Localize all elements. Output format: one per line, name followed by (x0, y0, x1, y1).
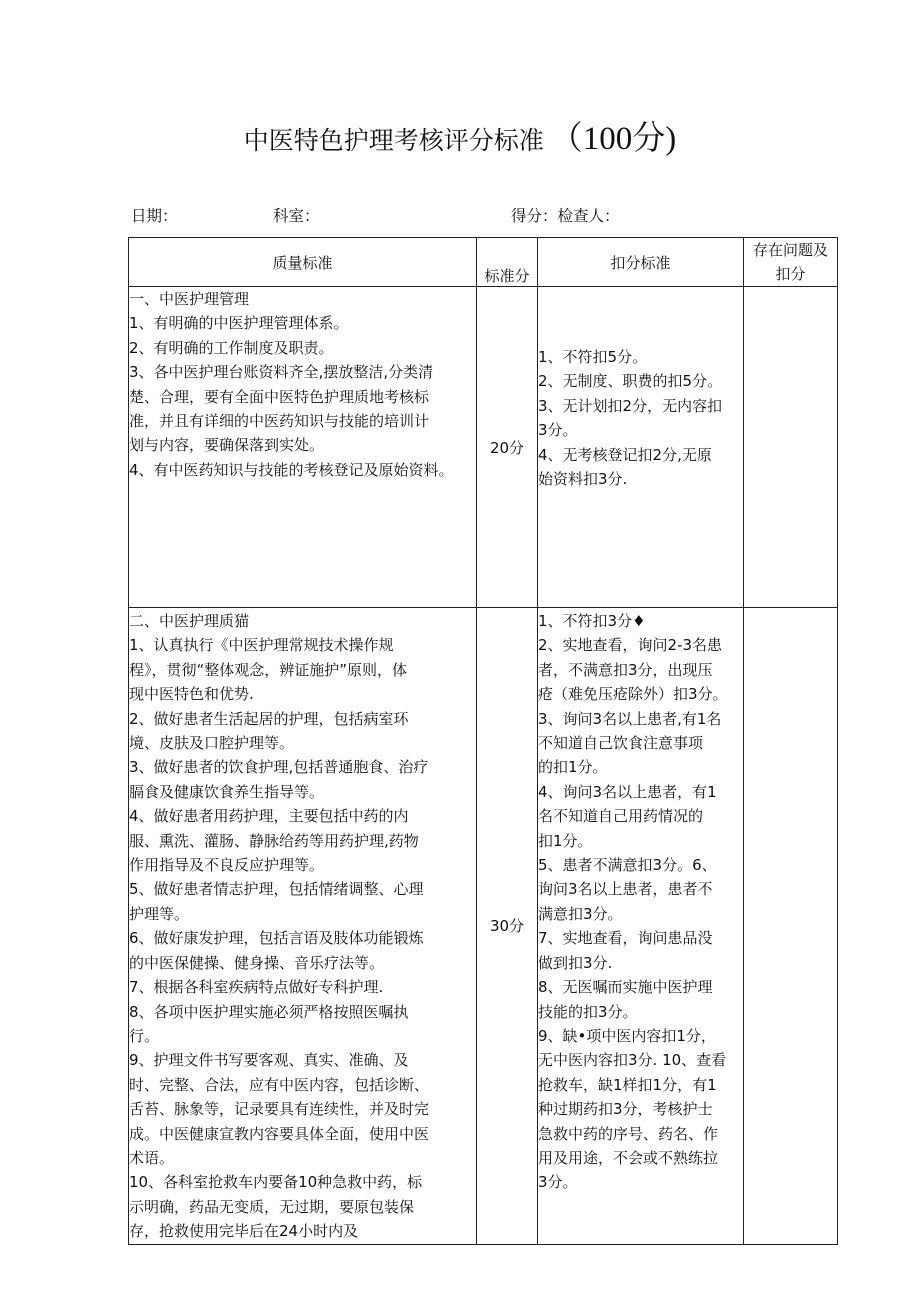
quality-line: 3、各中医护理台账资料齐全,摆放整洁,分类清 (129, 363, 434, 382)
deduction-line: 4、询问3名以上患者，有1 (538, 782, 717, 801)
score-inspector-label: 得分：检查人： (511, 207, 620, 225)
header-quality-standard: 质量标准 (129, 238, 477, 287)
table-row (129, 287, 838, 608)
quality-line: 成。中医健康宣教内容要具体全面，使用中医 (129, 1124, 430, 1143)
title-main: 中医特色护理考核评分标准 (243, 126, 544, 155)
deduction-line: 抢救车，缺1样扣1分，有1 (538, 1075, 717, 1094)
quality-line: 8、各项中医护理实施必须严格按照医嘱执 (129, 1002, 409, 1021)
quality-line: 4、有中医药知识与技能的考核登记及原始资料。 (129, 460, 454, 479)
quality-line: 行。 (129, 1026, 160, 1045)
deduction-line: 满意扣3分。 (538, 904, 623, 923)
deduction-line: 急救中药的序号、药名、作 (538, 1124, 719, 1143)
header-issues (744, 238, 838, 287)
deduction-line: 7、实地查看，询问患品没 (538, 929, 713, 948)
quality-line: 1、有明确的中医护理管理体系。 (129, 314, 349, 333)
standard-points-cell: 30分 (477, 608, 538, 1245)
quality-line: 3、做好患者的饮食护理,包括普通胞食、治疗 (129, 758, 429, 777)
quality-line: 的中医保健操、健身操、音乐疗法等。 (129, 953, 385, 972)
quality-line: 术语。 (129, 1148, 175, 1167)
header-standard-points: 标准分 (477, 238, 538, 287)
quality-line: 时、完整、合法，应有中医内容，包括诊断、 (129, 1075, 430, 1094)
deduction-cell (538, 287, 744, 608)
quality-content-cell (129, 287, 477, 608)
evaluation-table (128, 237, 838, 1245)
deduction-line: 2、实地查看，询问2-3名患 (538, 636, 723, 655)
page-title (0, 112, 920, 159)
header-deduction-standard: 扣分标准 (538, 238, 744, 287)
quality-line: 1、认真执行《中医护理常规技术操作规 (129, 636, 394, 655)
deduction-line: 的扣1分。 (538, 758, 608, 777)
quality-line: 存，抢救使用完毕后在24小时内及 (129, 1222, 359, 1241)
deduction-line: 做到扣3分. (538, 953, 613, 972)
header-issues-line2: 扣分 (775, 265, 806, 283)
deduction-line: 用及用途，不会或不熟练拉 (538, 1148, 719, 1167)
quality-line: 舌苔、脉象等，记录要具有连续性，并及时完 (129, 1100, 430, 1119)
quality-line: 准，并且有详细的中医药知识与技能的培训计 (129, 412, 430, 431)
quality-line: 9、护理文件书写要客观、真实、准确、及 (129, 1051, 409, 1070)
quality-line: 程》，贯彻“整体观念，辨证施护”原则，体 (129, 660, 408, 679)
quality-content-cell (129, 608, 477, 1245)
title-total-score: （100分) (549, 121, 677, 157)
deduction-line: 3分。 (538, 421, 578, 440)
deduction-line: 疮（难免压疮除外）扣3分。 (538, 685, 728, 704)
deduction-line: 扣1分。 (538, 831, 593, 850)
deduction-line: 询问3名以上患者，患者不 (538, 880, 713, 899)
quality-line: 护理等。 (129, 904, 190, 923)
quality-line: 2、有明确的工作制度及职责。 (129, 338, 334, 357)
standard-points-cell: 20分 (477, 287, 538, 608)
quality-line: 2、做好患者生活起居的护理，包括病室环 (129, 709, 409, 728)
quality-line: 楚、合理，要有全面中医特色护理质地考核标 (129, 387, 430, 406)
issues-cell[interactable] (744, 287, 838, 608)
deduction-line: 名不知道自己用药情况的 (538, 807, 704, 826)
quality-line: 10、各科室抢救车内要备10种急救中药，标 (129, 1173, 423, 1192)
deduction-line: 3分。 (538, 1173, 578, 1192)
quality-line: 服、熏洗、灌肠、静脉给药等用药护理,药物 (129, 831, 419, 850)
deduction-line: 者，不满意扣3分，出现压 (538, 660, 713, 679)
header-issues-line1: 存在问题及 (752, 241, 828, 259)
deduction-line: 9、缺•项中医内容扣1分， (538, 1026, 716, 1045)
deduction-line: 1、不符扣5分。 (538, 348, 648, 366)
issues-cell[interactable] (744, 608, 838, 1245)
quality-line: 膈食及健康饮食养生指导等。 (129, 782, 325, 801)
quality-line: 5、做好患者情志护理，包括情绪调整、心理 (129, 880, 424, 899)
quality-line: 7、根据各科室疾病特点做好专科护理. (129, 978, 384, 997)
deduction-line: 2、无制度、职费的扣5分。 (538, 372, 723, 391)
deduction-line: 无中医内容扣3分. 10、查看 (538, 1051, 727, 1070)
deduction-line: 8、无医嘱而实施中医护理 (538, 978, 713, 997)
quality-line: 作用指导及不良反应护理等。 (129, 856, 325, 875)
deduction-line: 技能的扣3分。 (538, 1002, 638, 1021)
quality-line: 4、做好患者用药护理，主要包括中药的内 (129, 807, 409, 826)
quality-line: 二、中医护理质猫 (129, 612, 250, 630)
deduction-line: 始资料扣3分. (538, 470, 628, 489)
table-row (129, 608, 838, 1245)
deduction-line: 3、询问3名以上患者,有1名 (538, 709, 722, 728)
quality-line: 境、皮肤及口腔护理等。 (129, 734, 295, 753)
table-header-row (129, 238, 838, 287)
quality-line: 现中医特色和优势. (129, 685, 254, 704)
date-label: 日期： (131, 207, 178, 225)
quality-line: 划与内容，要确保落到实处。 (129, 436, 325, 455)
deduction-line: 不知道自己饮食注意事项 (538, 734, 704, 753)
deduction-cell (538, 608, 744, 1245)
deduction-line: 4、无考核登记扣2分,无原 (538, 445, 712, 464)
deduction-line: 1、不符扣3分♦ (538, 612, 646, 630)
deduction-line: 3、无计划扣2分，无内容扣 (538, 396, 723, 415)
deduction-line: 5、患者不满意扣3分。6、 (538, 856, 717, 875)
quality-line: 6、做好康发护理，包括言语及肢体功能锻炼 (129, 929, 424, 948)
department-label: 科室： (273, 207, 320, 225)
deduction-line: 种过期药扣3分，考核护士 (538, 1100, 713, 1119)
quality-line: 一、中医护理管理 (129, 290, 250, 308)
quality-line: 示明确，药品无变质，无过期，要原包装保 (129, 1197, 415, 1216)
